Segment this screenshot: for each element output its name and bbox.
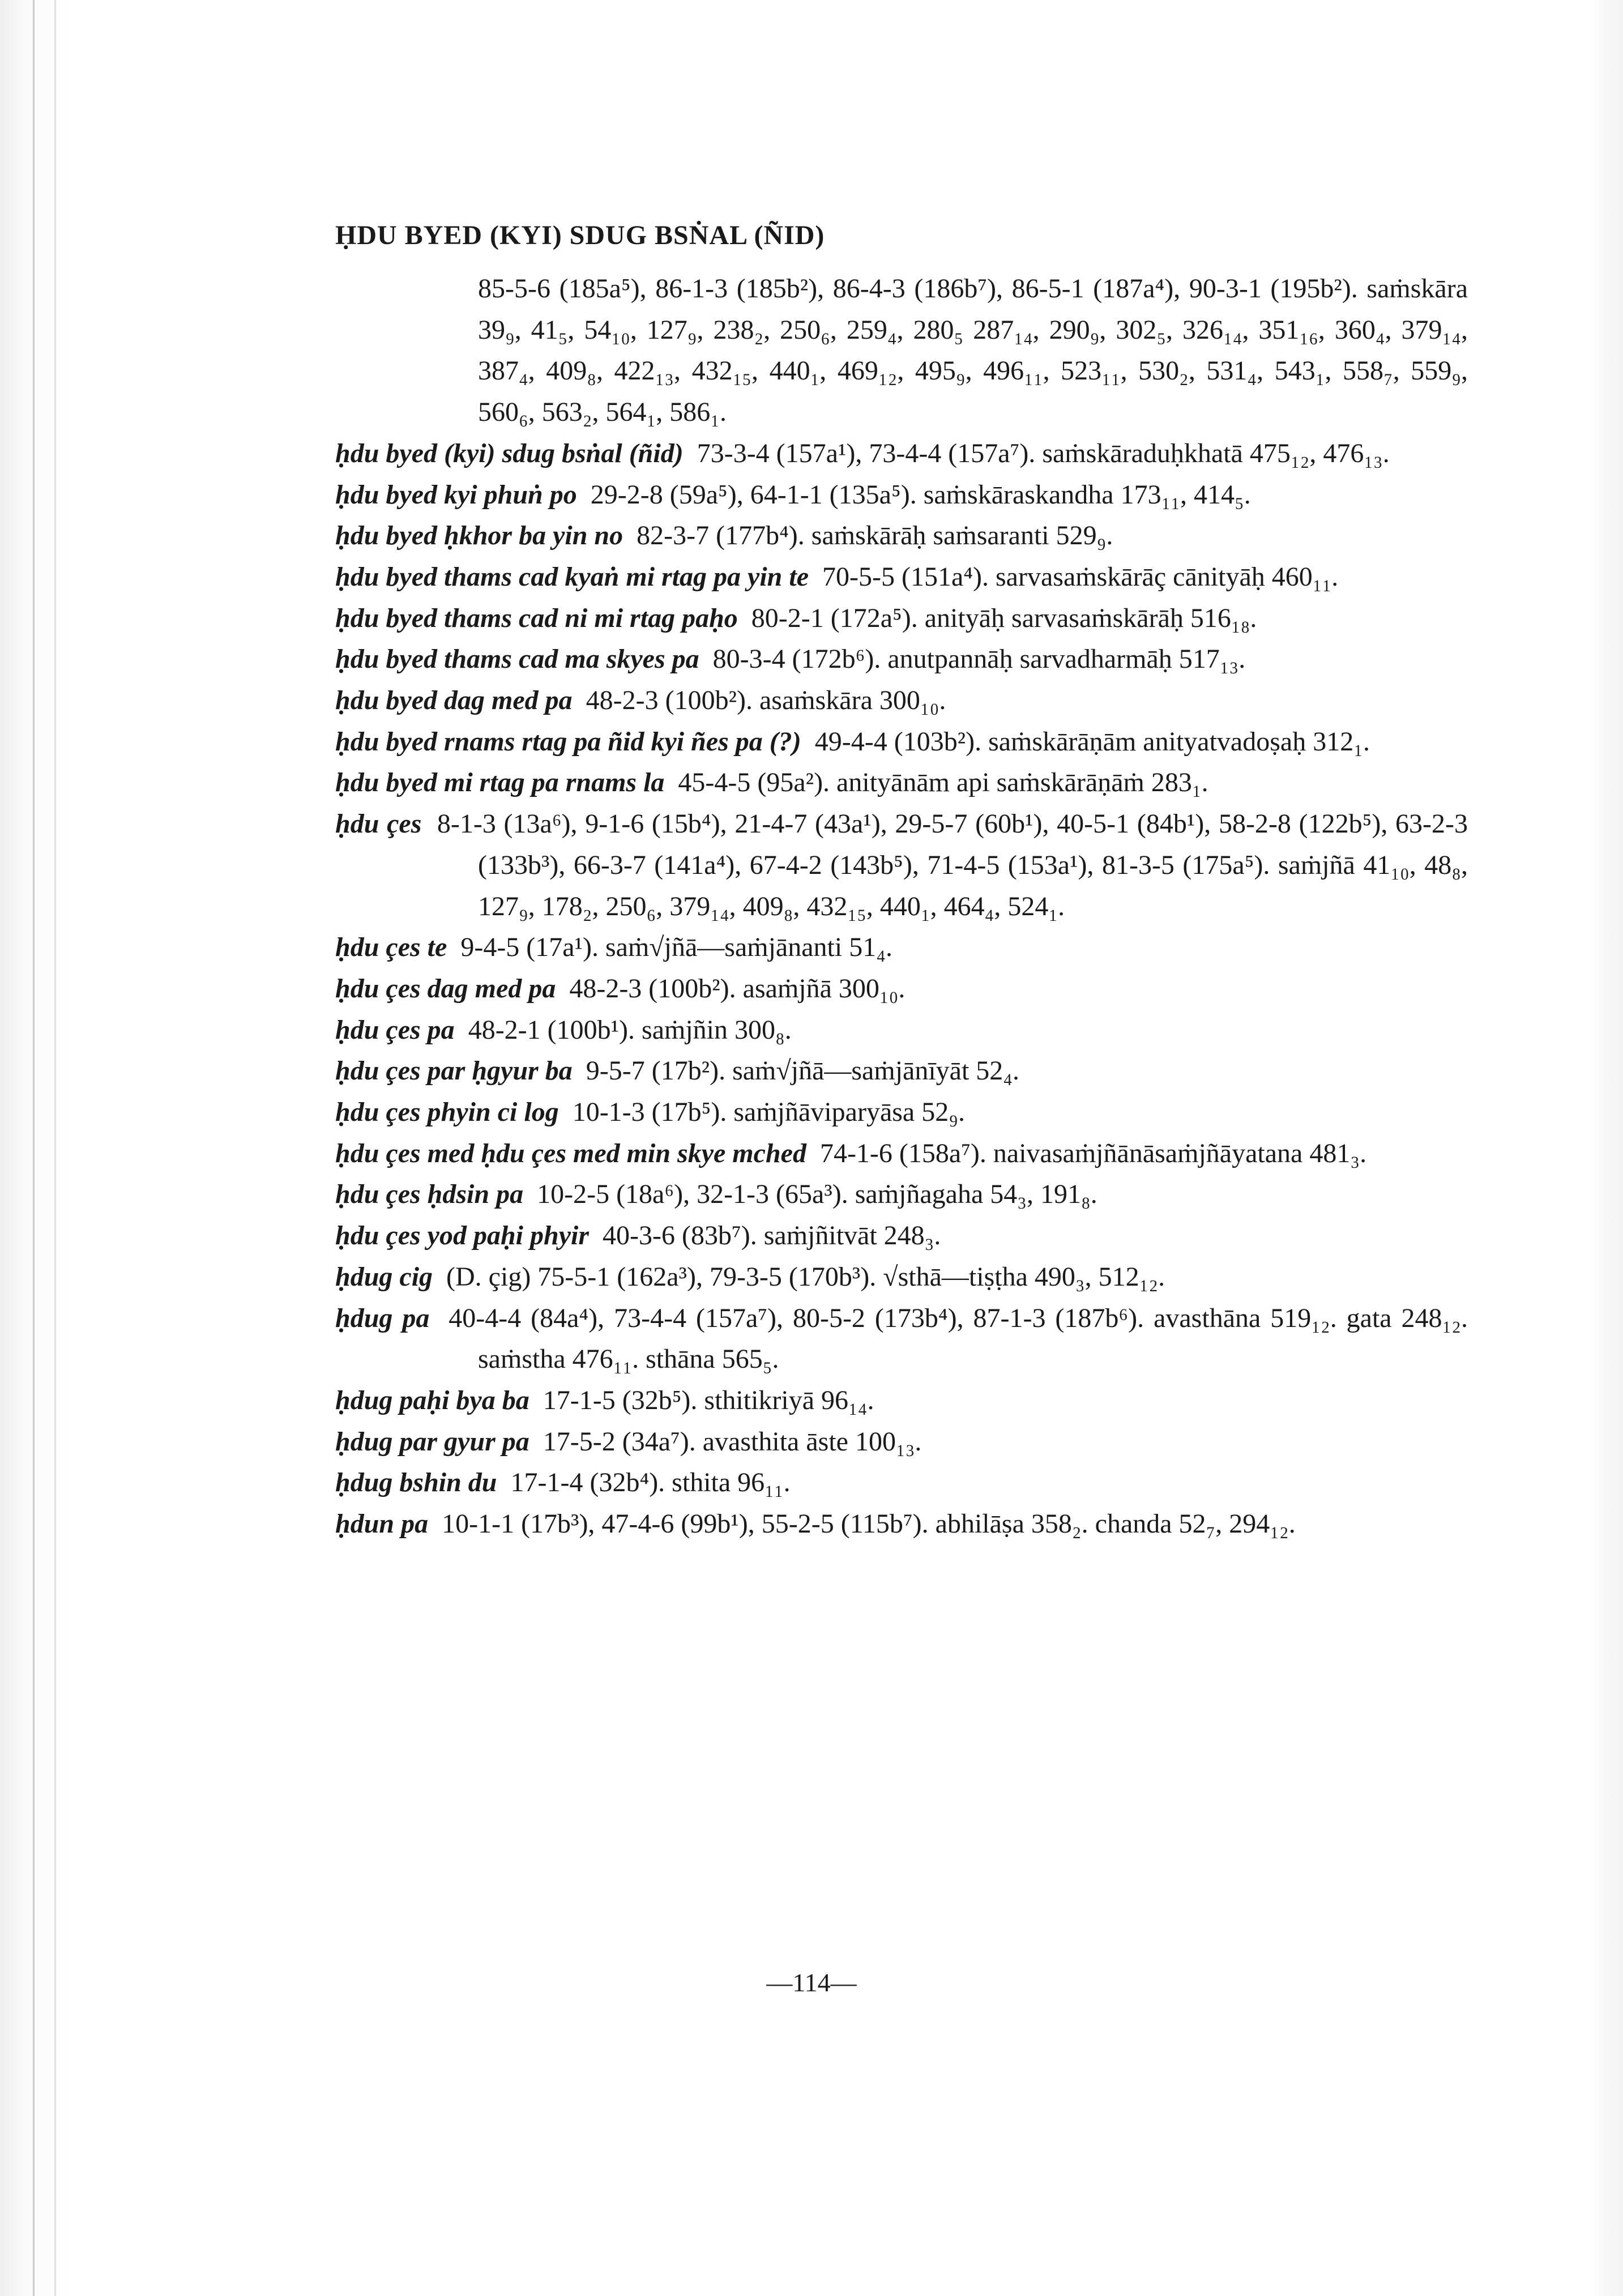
entry-references: 10-2-5 (18a⁶), 32-1-3 (65a³). saṁjñagaha 54₃, 191₈. (537, 1179, 1097, 1210)
dictionary-entry (335, 433, 1468, 475)
dictionary-entry (335, 1298, 1468, 1380)
dictionary-entry (335, 598, 1468, 639)
entry-references: 8-1-3 (13a⁶), 9-1-6 (15b⁴), 21-4-7 (43a¹), 29-5-7 (60b¹), 40-5-1 (84b¹), 58-2-8 (122b⁵), 63-2-3 (133b³), 66-3-7 (141a⁴), 67-4-2 (143b⁵), 71-4-5 (153a¹), 81-3-5 (175a⁵). saṁjñā 41₁₀, 48₈, 127₉, 178₂, 250₆, 379₁₄, 409₈, 432₁₅, 440₁, 464₄, 524₁. (437, 809, 1468, 921)
scan-edge-line (54, 0, 56, 2296)
dictionary-entry (335, 762, 1468, 804)
entry-references: 29-2-8 (59a⁵), 64-1-1 (135a⁵). saṁskāraskandha 173₁₁, 414₅. (590, 479, 1251, 510)
entry-references: 9-5-7 (17b²). saṁ√jñā—saṁjānīyāt 52₄. (586, 1056, 1020, 1086)
entry-references: 73-3-4 (157a¹), 73-4-4 (157a⁷). saṁskāraduḥkhatā 475₁₂, 476₁₃. (697, 438, 1390, 468)
entry-headword: ḥdu byed rnams rtag pa ñid kyi ñes pa (?) (335, 726, 801, 757)
dictionary-entry (335, 1174, 1468, 1215)
entry-headword: ḥdug bshin du (335, 1467, 497, 1498)
entry-references: 80-3-4 (172b⁶). anutpannāḥ sarvadharmāḥ 517₁₃. (712, 644, 1246, 675)
entry-headword: ḥdun pa (335, 1509, 429, 1539)
entry-references: 17-1-4 (32b⁴). sthita 96₁₁. (510, 1467, 791, 1498)
entry-headword: ḥdu çes pa (335, 1014, 455, 1045)
dictionary-entry (335, 1051, 1468, 1092)
entry-references: (D. çig) 75-5-1 (162a³), 79-3-5 (170b³). √sthā—tiṣṭha 490₃, 512₁₂. (446, 1261, 1165, 1292)
entry-headword: ḥdu byed mi rtag pa rnams la (335, 767, 665, 798)
dictionary-entry (335, 557, 1468, 598)
dictionary-entries (335, 268, 1468, 1545)
scan-edge-shadow-right (1589, 0, 1623, 2296)
dictionary-entry (335, 1215, 1468, 1257)
entry-references: 17-5-2 (34a⁷). avasthita āste 100₁₃. (543, 1426, 922, 1457)
dictionary-entry (335, 1010, 1468, 1051)
entry-references: 70-5-5 (151a⁴). sarvasaṁskārāç cānityāḥ 460₁₁. (822, 561, 1339, 592)
dictionary-entry (335, 475, 1468, 516)
entry-headword: ḥdu çes te (335, 932, 447, 963)
entry-headword: ḥdu çes yod paḥi phyir (335, 1220, 590, 1251)
entry-headword: ḥdug paḥi bya ba (335, 1385, 529, 1415)
dictionary-entry (335, 515, 1468, 557)
dictionary-entry (335, 1380, 1468, 1422)
entry-headword: ḥdu çes phyin ci log (335, 1097, 559, 1128)
entry-references: 10-1-1 (17b³), 47-4-6 (99b¹), 55-2-5 (115b⁷). abhilāṣa 358₂. chanda 52₇, 294₁₂. (442, 1509, 1296, 1539)
entry-headword: ḥdu çes (335, 809, 422, 839)
dictionary-entry (335, 1133, 1468, 1175)
entry-headword: ḥdu çes ḥdsin pa (335, 1179, 524, 1210)
entry-headword: ḥdu çes med ḥdu çes med min skye mched (335, 1138, 806, 1168)
entry-headword: ḥdu çes dag med pa (335, 973, 556, 1004)
dictionary-entry (335, 1504, 1468, 1545)
dictionary-entry (335, 268, 1468, 433)
dictionary-entry (335, 1257, 1468, 1298)
entry-references: 80-2-1 (172a⁵). anityāḥ sarvasaṁskārāḥ 516₁₈. (751, 603, 1257, 633)
dictionary-entry (335, 639, 1468, 680)
dictionary-entry (335, 680, 1468, 722)
scan-edge-shadow (0, 0, 74, 2296)
entry-references: 48-2-1 (100b¹). saṁjñin 300₈. (468, 1014, 792, 1045)
entry-headword: ḥdug pa (335, 1303, 430, 1333)
dictionary-entry (335, 1092, 1468, 1133)
page-number: —114— (766, 1968, 857, 1997)
entry-references: 40-4-4 (84a⁴), 73-4-4 (157a⁷), 80-5-2 (173b⁴), 87-1-3 (187b⁶). avasthāna 519₁₂. gata 248₁₂. saṁstha 476₁₁. sthāna 565₅. (449, 1303, 1468, 1375)
entry-headword: ḥdu çes par ḥgyur ba (335, 1056, 573, 1086)
entry-headword: ḥdu byed kyi phuṅ po (335, 479, 577, 510)
entry-references: 48-2-3 (100b²). asaṁjñā 300₁₀. (569, 973, 906, 1004)
dictionary-entry (335, 968, 1468, 1010)
dictionary-entry (335, 1462, 1468, 1504)
entry-references: 10-1-3 (17b⁵). saṁjñāviparyāsa 52₉. (572, 1097, 965, 1128)
entry-headword: ḥdu byed thams cad ma skyes pa (335, 644, 699, 675)
entry-headword: ḥdu byed thams cad kyaṅ mi rtag pa yin te (335, 561, 809, 592)
entry-headword: ḥdu byed thams cad ni mi rtag paḥo (335, 603, 738, 633)
scan-edge-line (33, 0, 35, 2296)
entry-headword: ḥdu byed dag med pa (335, 685, 573, 716)
entry-headword: ḥdu byed (kyi) sdug bsṅal (ñid) (335, 438, 684, 468)
entry-headword: ḥdug cig (335, 1261, 433, 1292)
entry-headword: ḥdu byed ḥkhor ba yin no (335, 520, 623, 551)
dictionary-entry (335, 804, 1468, 927)
dictionary-entry (335, 722, 1468, 763)
running-header: ḤDU BYED (KYI) SDUG BSṄAL (ÑID) (335, 220, 825, 250)
entry-references: 17-1-5 (32b⁵). sthitikriyā 96₁₄. (543, 1385, 874, 1415)
entry-headword: ḥdug par gyur pa (335, 1426, 529, 1457)
entry-references: 9-4-5 (17a¹). saṁ√jñā—saṁjānanti 51₄. (460, 932, 892, 963)
entry-references: 49-4-4 (103b²). saṁskārāṇām anityatvadoṣaḥ 312₁. (814, 726, 1370, 757)
entry-references: 85-5-6 (185a⁵), 86-1-3 (185b²), 86-4-3 (186b⁷), 86-5-1 (187a⁴), 90-3-1 (195b²). saṁskāra 39₉, 41₅, 54₁₀, 127₉, 238₂, 250₆, 259₄, 280₅ 287₁₄, 290₉, 302₅, 326₁₄, 351₁₆, 360₄, 379₁₄, 387₄, 409₈, 422₁₃, 432₁₅, 440₁, 469₁₂, 495₉, 496₁₁, 523₁₁, 530₂, 531₄, 543₁, 558₇, 559₉, 560₆, 563₂, 564₁, 586₁. (478, 274, 1468, 428)
dictionary-entry (335, 1422, 1468, 1463)
entry-references: 74-1-6 (158a⁷). naivasaṁjñānāsaṁjñāyatana 481₃. (819, 1138, 1367, 1168)
entry-references: 40-3-6 (83b⁷). saṁjñitvāt 248₃. (603, 1220, 941, 1251)
entry-references: 48-2-3 (100b²). asaṁskāra 300₁₀. (586, 685, 946, 716)
entry-references: 82-3-7 (177b⁴). saṁskārāḥ saṁsaranti 529₉. (637, 520, 1113, 551)
entry-references: 45-4-5 (95a²). anityānām api saṁskārāṇāṁ 283₁. (678, 767, 1208, 798)
dictionary-entry (335, 927, 1468, 968)
